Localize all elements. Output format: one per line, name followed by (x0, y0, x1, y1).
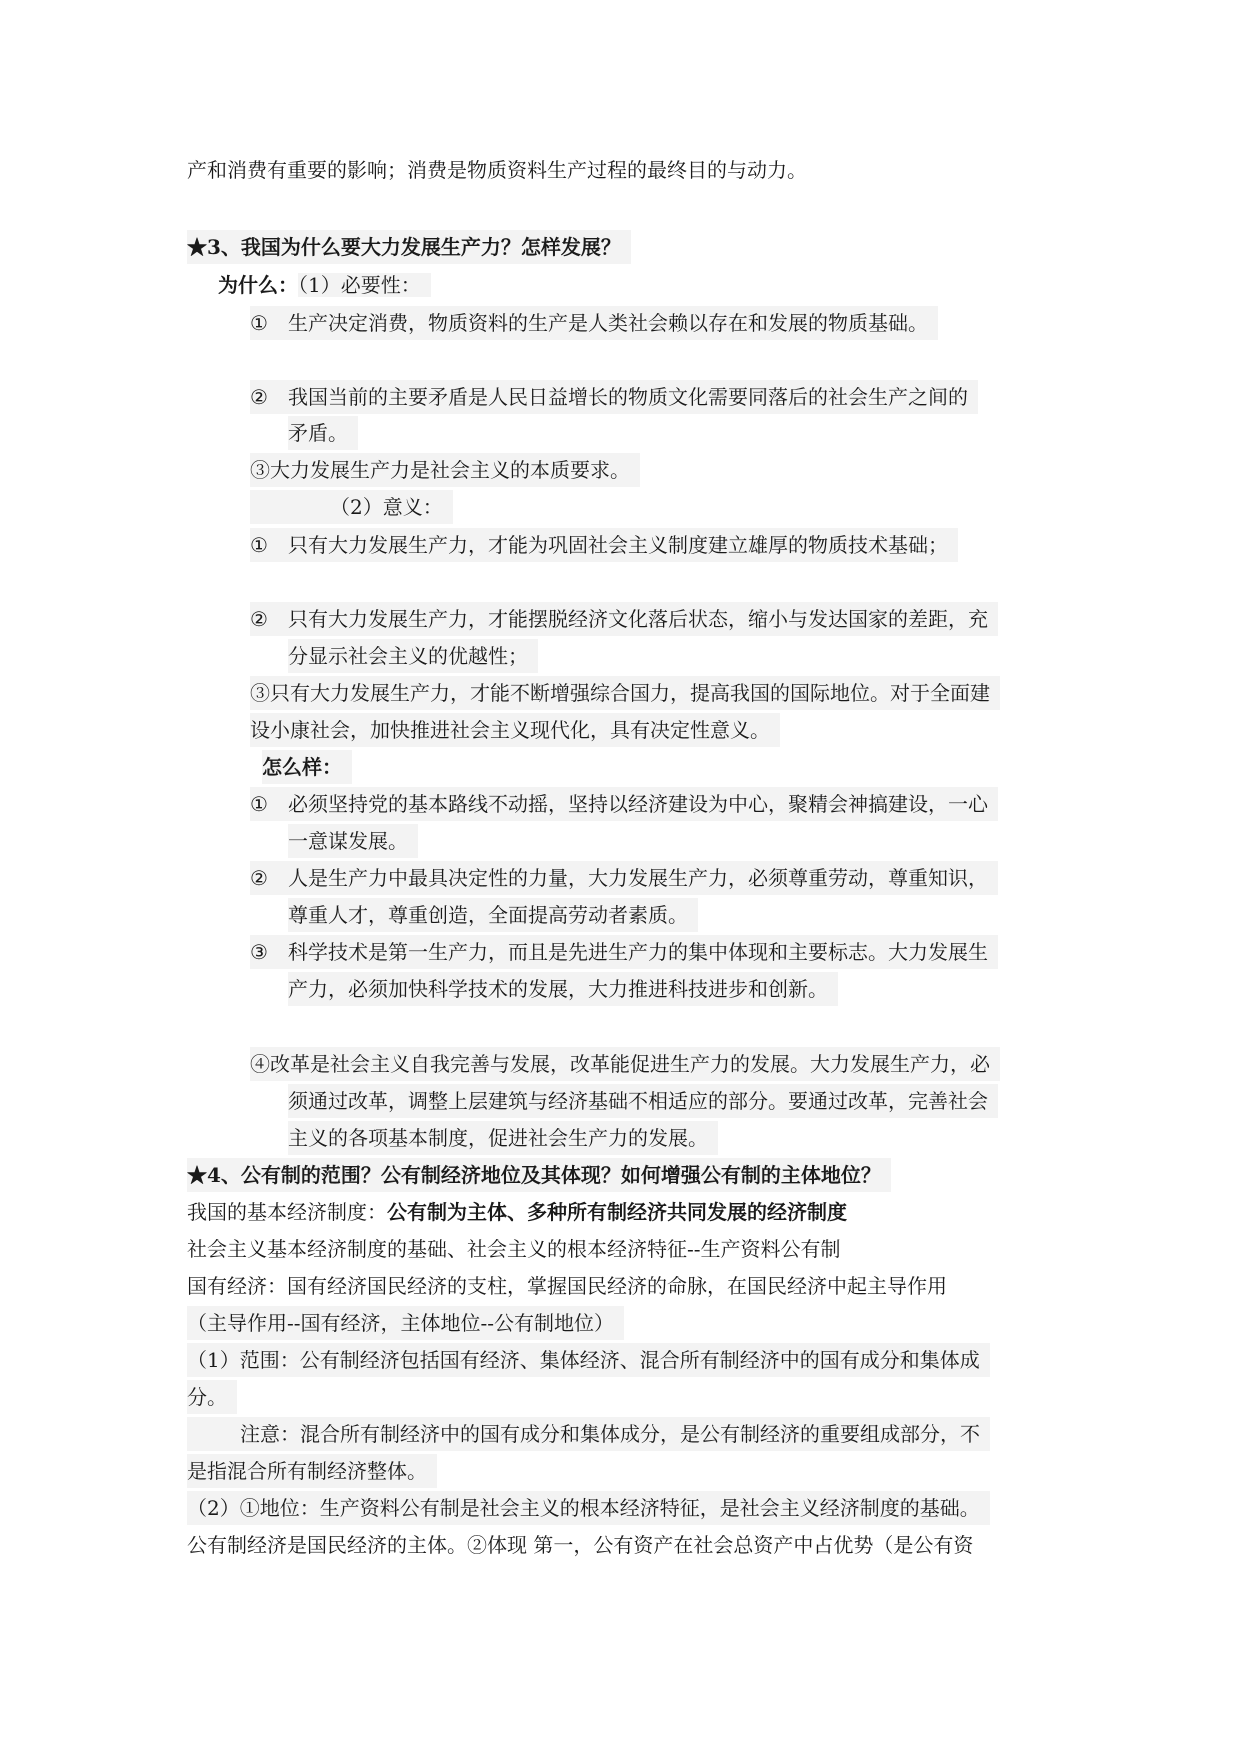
list-item: ④改革是社会主义自我完善与发展，改革能促进生产力的发展。大力发展生产力，必 (250, 1047, 1000, 1081)
text-line: （1）范围：公有制经济包括国有经济、集体经济、混合所有制经济中的国有成分和集体成 (187, 1343, 990, 1377)
list-item: ③ 科学技术是第一生产力，而且是先进生产力的集中体现和主要标志。大力发展生 (250, 935, 998, 969)
subheading-how: 怎么样： (262, 750, 352, 784)
list-item: ② 人是生产力中最具决定性的力量，大力发展生产力，必须尊重劳动，尊重知识， (250, 861, 998, 895)
list-item-continuation: 须通过改革，调整上层建筑与经济基础不相适应的部分。要通过改革，完善社会 (288, 1084, 998, 1118)
list-item: ① 只有大力发展生产力，才能为巩固社会主义制度建立雄厚的物质技术基础； (250, 528, 958, 562)
text-line: 分。 (187, 1380, 237, 1414)
section-heading-4: ★4、公有制的范围？公有制经济地位及其体现？如何增强公有制的主体地位？ (187, 1158, 891, 1192)
list-item-continuation: 分显示社会主义的优越性； (288, 639, 538, 673)
text-line: （2）①地位：生产资料公有制是社会主义的根本经济特征，是社会主义经济制度的基础。 (187, 1491, 990, 1525)
list-item-continuation: 尊重人才，尊重创造，全面提高劳动者素质。 (288, 898, 698, 932)
section-heading-3: ★3、我国为什么要大力发展生产力？怎样发展？ (187, 230, 631, 264)
list-item: ③大力发展生产力是社会主义的本质要求。 (250, 453, 640, 487)
text-line: （主导作用--国有经济，主体地位--公有制地位） (187, 1306, 624, 1340)
text-line: 我国的基本经济制度：公有制为主体、多种所有制经济共同发展的经济制度 (187, 1200, 847, 1224)
list-item-continuation: 设小康社会，加快推进社会主义现代化，具有决定性意义。 (250, 713, 780, 747)
subheading-significance: （2）意义： (250, 490, 453, 524)
list-item: ② 只有大力发展生产力，才能摆脱经济文化落后状态，缩小与发达国家的差距，充 (250, 602, 998, 636)
text-line: 产和消费有重要的影响；消费是物质资料生产过程的最终目的与动力。 (187, 158, 807, 182)
text-line: 注意：混合所有制经济中的国有成分和集体成分，是公有制经济的重要组成部分，不 (187, 1417, 990, 1451)
list-item-continuation: 一意谋发展。 (288, 824, 418, 858)
text-line: 是指混合所有制经济整体。 (187, 1454, 437, 1488)
list-item: ① 生产决定消费，物质资料的生产是人类社会赖以存在和发展的物质基础。 (250, 306, 938, 340)
subheading-why: 为什么：（1）必要性： (218, 268, 431, 302)
list-item: ③只有大力发展生产力，才能不断增强综合国力，提高我国的国际地位。对于全面建 (250, 676, 1000, 710)
list-item-continuation: 主义的各项基本制度，促进社会生产力的发展。 (288, 1121, 718, 1155)
text-line: 社会主义基本经济制度的基础、社会主义的根本经济特征--生产资料公有制 (187, 1237, 841, 1261)
text-line: 国有经济：国有经济国民经济的支柱，掌握国民经济的命脉，在国民经济中起主导作用 (187, 1274, 947, 1298)
list-item: ① 必须坚持党的基本路线不动摇，坚持以经济建设为中心，聚精会神搞建设，一心 (250, 787, 998, 821)
list-item: ② 我国当前的主要矛盾是人民日益增长的物质文化需要同落后的社会生产之间的 (250, 380, 978, 414)
list-item-continuation: 产力，必须加快科学技术的发展，大力推进科技进步和创新。 (288, 972, 838, 1006)
text-line: 公有制经济是国民经济的主体。②体现 第一，公有资产在社会总资产中占优势（是公有资 (187, 1533, 974, 1557)
list-item-continuation: 矛盾。 (288, 416, 358, 450)
